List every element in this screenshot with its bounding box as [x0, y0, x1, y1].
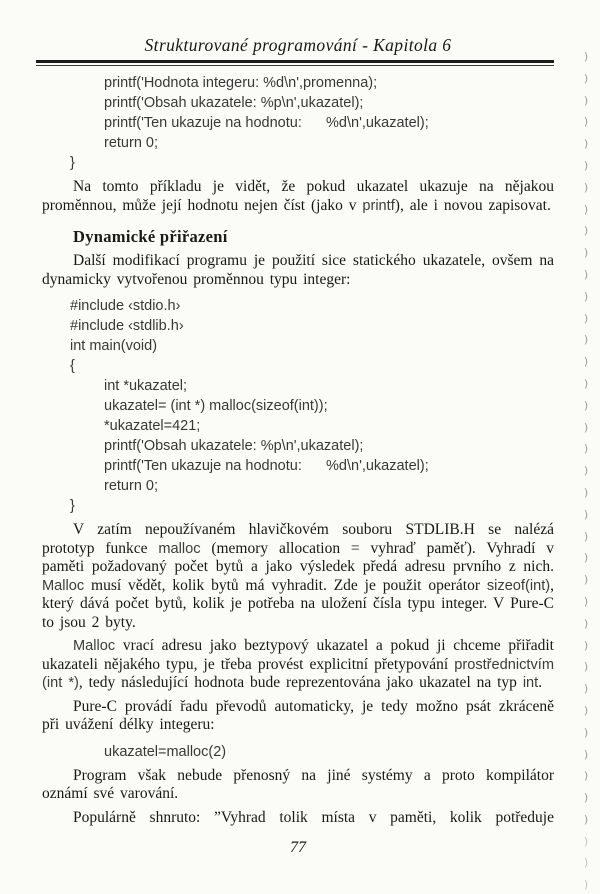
binding-mark-icon: ): [583, 376, 589, 390]
header-rule-thick: [36, 60, 554, 63]
binding-mark-icon: ): [583, 769, 589, 783]
binding-mark-icon: ): [583, 812, 589, 826]
binding-mark-icon: ): [583, 398, 589, 412]
body-text-run: ), ale i novou zapisovat.: [394, 196, 551, 214]
binding-mark-icon: ): [583, 158, 589, 172]
code-line: printf('Ten ukazuje na hodnotu: %d\n',ukazatel);: [104, 115, 429, 131]
code-line: printf('Obsah ukazatele: %p\n',ukazatel);: [104, 438, 364, 454]
binding-mark-icon: ): [583, 856, 589, 870]
code-line: printf('Hodnota integeru: %d\n',promenna);: [104, 75, 378, 91]
code-line: int *ukazatel;: [104, 378, 188, 394]
code-block: [42, 73, 554, 173]
binding-mark-icon: ): [583, 551, 589, 565]
code-line: printf('Obsah ukazatele: %p\n',ukazatel);: [104, 95, 364, 111]
binding-mark-icon: ): [583, 355, 589, 369]
binding-mark-icon: ): [583, 50, 589, 63]
paragraph: [42, 809, 554, 828]
binding-mark-icon: ): [583, 703, 589, 717]
binding-mark-icon: ): [583, 573, 589, 587]
code-line: }: [70, 155, 75, 171]
binding-mark-icon: ): [583, 311, 589, 325]
paragraph: [42, 698, 554, 735]
body-text-run: Na tomto příkladu je vidět, že pokud ukazatel ukazuje na nějakou proměnnou, může její hodnotu nejen číst (jako v: [42, 178, 554, 214]
paragraph: [42, 252, 554, 289]
binding-mark-icon: ): [583, 485, 589, 499]
binding-mark-icon: ): [583, 224, 589, 238]
code-block: [42, 742, 554, 762]
body-text-run: Pure-C provádí řadu převodů automaticky, je tedy možno psát zkráceně při uvážení délky integeru:: [42, 697, 554, 733]
binding-mark-icon: ): [583, 616, 589, 630]
binding-mark-icon: ): [583, 594, 589, 608]
binding-mark-icon: ): [583, 725, 589, 739]
binding-mark-icon: ): [583, 791, 589, 805]
binding-mark-icon: ): [583, 246, 589, 260]
binding-mark-icon: ): [583, 289, 589, 303]
body-text-run: , který dává počet bytů, kolik je potřeba na uložení čísla typu integer. V Pure-C to jsou 2 byty.: [42, 576, 554, 631]
code-line: return 0;: [104, 135, 158, 151]
binding-mark-icon: ): [583, 333, 589, 347]
binding-mark-icon: ): [583, 747, 589, 761]
binding-mark-icon: ): [583, 507, 589, 521]
binding-mark-icon: ): [583, 442, 589, 456]
code-line: *ukazatel=421;: [104, 418, 201, 434]
body-text-run: .: [538, 674, 543, 691]
binding-mark-icon: ): [583, 529, 589, 543]
code-line: printf('Ten ukazuje na hodnotu: %d\n',ukazatel);: [104, 458, 429, 474]
inline-code-run: sizeof(int): [486, 577, 551, 594]
section-heading: Dynamické přiřazení: [73, 227, 228, 246]
binding-mark-icon: ): [583, 202, 589, 216]
binding-mark-icon: ): [583, 834, 589, 848]
paragraph: [42, 178, 554, 215]
body-text-run: V zatím nepoužívaném hlavičkovém souboru STDLIB.H se nalézá prototyp funkce: [42, 521, 554, 557]
binding-mark-icon: ): [583, 682, 589, 696]
code-line: #include ‹stdio.h›: [70, 298, 181, 314]
binding-mark-icon: ): [583, 660, 589, 674]
page-number: 77: [290, 839, 306, 856]
code-line: int main(void): [70, 338, 158, 354]
binding-mark-icon: ): [583, 420, 589, 434]
inline-code-run: int: [522, 675, 539, 691]
body-text-run: musí vědět, kolik bytů má vyhradit. Zde je použit operátor: [84, 576, 487, 594]
binding-mark-icon: ): [583, 878, 589, 892]
body-text-run: (memory allocation = vyhraď paměť). Vyhradí v paměti požadovaný počet bytů a jako výsledek předá adresu prvního z nich.: [42, 539, 554, 575]
code-line: }: [70, 498, 75, 514]
page-content: [42, 73, 554, 827]
paragraph: [42, 767, 554, 804]
binding-mark-icon: ): [583, 267, 589, 281]
code-line: return 0;: [104, 478, 158, 494]
page-header-title: Strukturované programování - Kapitola 6: [144, 35, 452, 55]
binding-mark-icon: ): [583, 137, 589, 151]
inline-code-run: printf: [362, 197, 395, 214]
binding-mark-icon: ): [583, 115, 589, 129]
body-text-run: , tedy následující hodnota bude reprezentována jako ukazatel na typ: [78, 674, 523, 691]
code-line: {: [70, 358, 75, 374]
binding-strip: [579, 46, 593, 894]
body-text-run: Další modifikací programu je použití sice statického ukazatele, ovšem na dynamicky vytvořenou proměnnou typu integer:: [42, 252, 554, 288]
inline-code-run: prostřednictvím (int *): [42, 656, 554, 691]
header-rule-thin: [36, 65, 554, 66]
binding-mark-icon: ): [583, 71, 589, 85]
inline-code-run: Malloc: [73, 638, 116, 654]
body-text-run: Populárně shnruto: ”Vyhrad tolik místa v paměti, kolik potředuje: [73, 808, 554, 826]
code-line: ukazatel=malloc(2): [104, 743, 227, 760]
code-line: #include ‹stdlib.h›: [70, 318, 184, 334]
paragraph: [42, 637, 554, 693]
binding-mark-icon: ): [583, 180, 589, 194]
binding-mark-icon: ): [583, 464, 589, 478]
binding-mark-icon: ): [583, 638, 589, 652]
binding-mark-icon: ): [583, 93, 589, 107]
code-block: [42, 296, 554, 516]
body-text-run: Program však nebude přenosný na jiné systémy a proto kompilátor oznámí své varování.: [42, 766, 554, 802]
inline-code-run: Malloc: [42, 577, 85, 594]
paragraph: [42, 521, 554, 632]
inline-code-run: malloc: [158, 540, 201, 557]
code-line: ukazatel= (int *) malloc(sizeof(int));: [104, 398, 328, 414]
body-text-run: vrací adresu jako beztypový ukazatel a pokud ji chceme přiřadit ukazateli nějakého typu, je třeba provést explicitní přetypování: [42, 637, 554, 673]
